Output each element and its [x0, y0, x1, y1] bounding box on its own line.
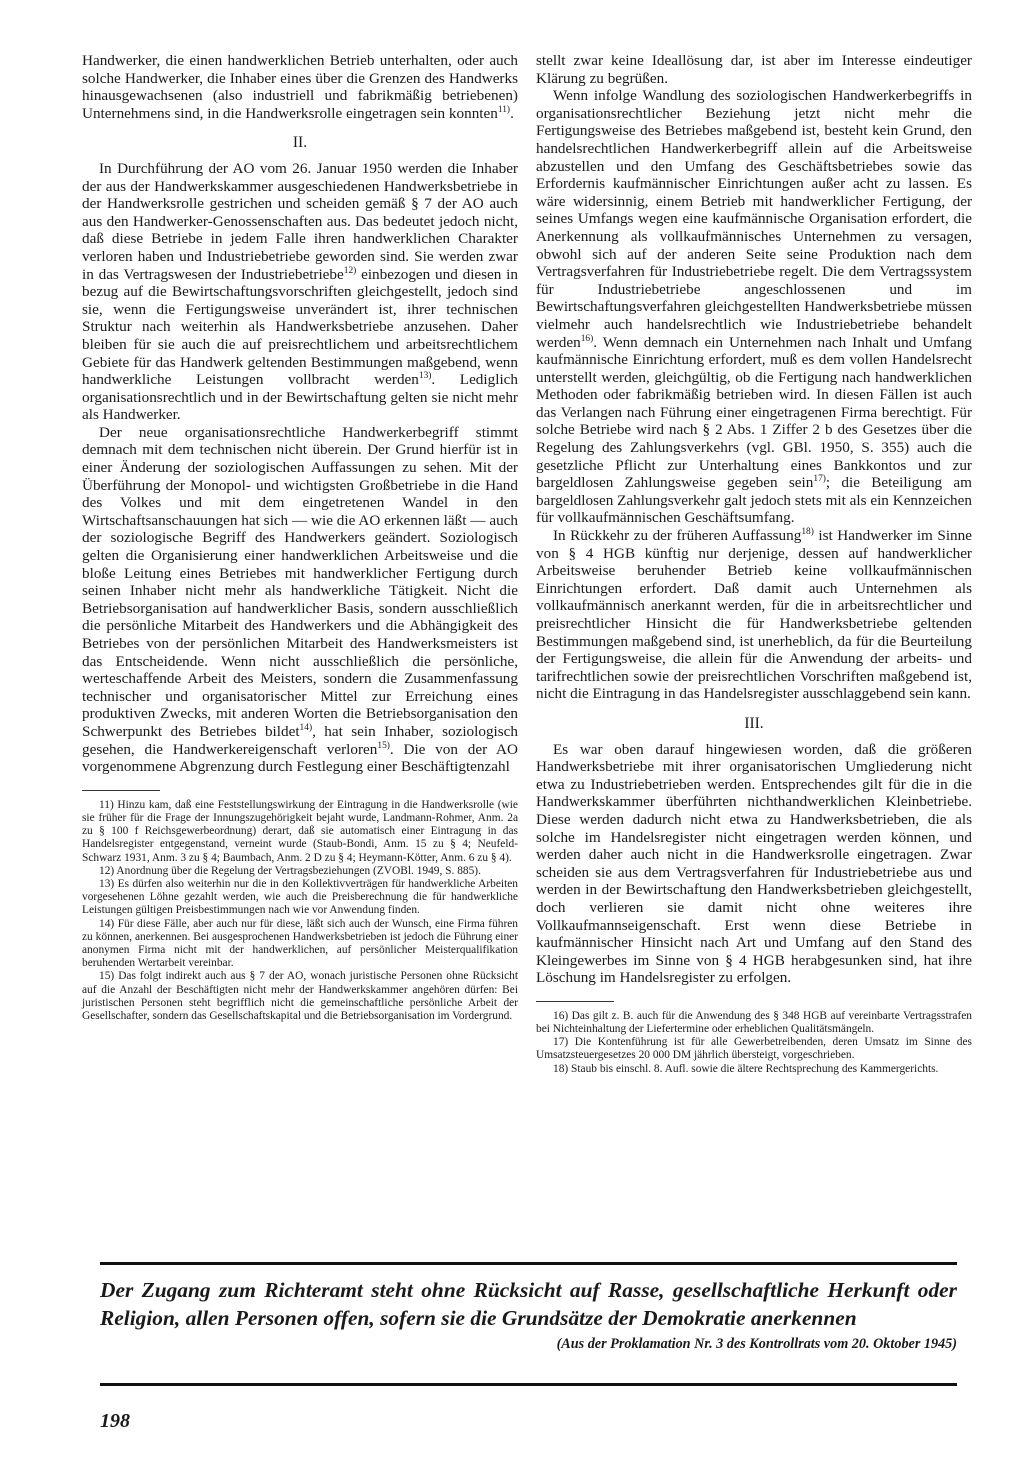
- footnote-divider: [536, 1001, 614, 1002]
- body-paragraph: Der neue organisationsrechtliche Handwerkerbegriff stimmt demnach mit dem technischen nicht überein. Der Grund hierfür ist in einer Änderung der soziologischen Auffassungen zu sehen. Mit der Überführung der Monopol- und wichtigsten Großbetriebe in die Hand des Volkes und mit dem eingetretenen Wandel in den Wirtschaftsanschauungen hat sich — wie die AO erkennen läßt — auch der soziologische Begriff des Handwerkers geändert. Soziologisch gelten die Organisierung einer handwerklichen Arbeitsweise und die bloße Leitung eines Betriebes mit handwerklicher Fertigung durch seinen Inhaber nicht mehr als handwerkliche Tätigkeit. Nicht die Betriebsorganisation auf handwerklicher Basis, sondern ausschließlich die persönliche Mitarbeit des Handwerkers und die Abhängigkeit des Betriebes von der persönlichen Mitarbeit des Handwerksmeisters ist das Entscheidende. Wenn nicht ausschließlich die persönliche, werteschaffende Arbeit des Meisters, sondern die Zusammenfassung technischer und organisatorischer Mittel zur Erreichung eines produktiven Zwecks, mit anderen Worten die Betriebsorganisation den Schwerpunkt des Betriebes bildet$^{14)}$, hat sein Inhaber, soziologisch gesehen, die Handwerkereigenschaft verloren$^{15)}$. Die von der AO vorgenommene Abgrenzung durch Festlegung einer Beschäftigtenzahl: [82, 423, 519, 776]
- page-number: 198: [100, 1410, 130, 1432]
- right-column: [536, 52, 972, 1076]
- quote-source: (Aus der Proklamation Nr. 3 des Kontrollrats vom 20. Oktober 1945): [556, 1336, 957, 1352]
- footnote-ref: 13): [418, 371, 432, 382]
- body-paragraph: Es war oben darauf hingewiesen worden, daß die größeren Handwerksbetriebe mit ihrer organisatorischen Umgliederung nicht etwa zu Industriebetrieben werden. Entsprechendes gilt für die in die Handwerkskammer überführten nichthandwerklichen Kleinbetriebe. Diese werden dadurch nicht etwa zu Handwerksbetrieben, die als solche im Handelsregister nicht eingetragen werden können, und werden daher auch nicht in die Handwerksrolle eingetragen. Zwar scheiden sie aus dem Vertragsverfahren für Industriebetriebe aus und werden in der Bewirtschaftung den Handwerksbetrieben gleichgestellt, doch verlieren sie damit nicht ohne weiteres ihre Vollkaufmannseigenschaft. Erst wenn diese Betriebe in kaufmännischer Hinsicht nach Art und Umfang auf den Stand des Kleingewerbes im Sinne von § 4 HGB herabgesunken sind, hat ihre Löschung im Handelsregister zu erfolgen.: [536, 740, 972, 987]
- footnote-ref: 17): [813, 474, 826, 485]
- footnote-divider: [82, 790, 160, 791]
- section-heading-iii: III.: [744, 714, 764, 732]
- footnote: 13) Es dürfen also weiterhin nur die in den Kollektivverträgen für handwerkliche Arbeiten vorgesehenen Löhne gezahlt werden, wie auch die Preisberechnung die für handwerkliche Leistungen gültigen Preisbestimmungen nach wie vor Anwendung finden.: [82, 877, 518, 917]
- body-paragraph: stellt zwar keine Ideallösung dar, ist aber im Interesse eindeutiger Klärung zu begrüßen.: [536, 52, 972, 87]
- footnote: 12) Anordnung über die Regelung der Vertragsbeziehungen (ZVOBl. 1949, S. 885).: [99, 864, 481, 877]
- footnote-ref: 18): [801, 526, 814, 537]
- footnote-ref: 14): [299, 722, 313, 733]
- quote-top-rule: [100, 1262, 957, 1265]
- footnote-ref: 12): [343, 265, 357, 276]
- body-paragraph: Handwerker, die einen handwerklichen Betrieb unterhalten, oder auch solche Handwerker, die Inhaber eines über die Grenzen des Handwerks hinausgewachsenen (also industriell und fabrikmäßig betriebenen) Unternehmens sind, in die Handwerksrolle eingetragen sein konnten$^{11)}$.: [82, 52, 518, 122]
- quote-bottom-rule: [100, 1383, 957, 1386]
- footnote-ref: 16): [580, 333, 594, 344]
- body-paragraph: In Rückkehr zu der früheren Auffassung$^{18)}$ ist Handwerker im Sinne von § 4 HGB künftig nur derjenige, dessen auf handwerklicher Arbeitsweise beruhender Betrieb keine vollkaufmännischen Einrichtungen erfordert. Daß damit auch Unternehmen als vollkaufmännisch anerkannt werden, für die in arbeitsrechtlicher und preisrechtlicher Hinsicht die für Handwerksbetriebe geltenden Bestimmungen maßgebend sind, ist unerheblich, da für die Beurteilung der Fertigungsweise, die allein für die Anwendung der arbeits- und tarifrechtlichen sowie der preisrechtlichen Vorschriften maßgebend ist, nicht die Eintragung in das Handelsregister ausschlaggebend sein kann.: [536, 526, 972, 703]
- footnote-ref: 11): [497, 104, 511, 115]
- footnote: 15) Das folgt indirekt auch aus § 7 der AO, wonach juristische Personen ohne Rücksicht auf die Anzahl der Beschäftigten nicht mehr der Handwerkskammer angehören dürfen: Bei juristischen Personen steht begrifflich nicht die gemeinschaftliche persönliche Arbeit der Gesellschafter, sondern das Gesellschaftskapital und die Betriebsorganisation im Vordergrund.: [82, 970, 518, 1022]
- footnote: 11) Hinzu kam, daß eine Feststellungswirkung der Eintragung in die Handwerksrolle (wie sie früher für die Frage der Innungszugehörigkeit bejaht wurde, Landmann-Rohmer, Anm. 2a zu § 100 f Reichsgewerbeordnung) derart, daß sie automatisch einer Eintragung in das Handelsregister entgegenstand, verneint wurde (Staub-Bondi, Anm. 15 zu § 4; Neufeld-Schwarz 1931, Anm. 3 zu § 4; Baumbach, Anm. 2 D zu § 4; Heymann-Kötter, Anm. 6 zu § 4).: [82, 798, 518, 864]
- body-paragraph: Wenn infolge Wandlung des soziologischen Handwerkerbegriffs in organisationsrechtlicher Beziehung jetzt nicht mehr die Fertigungsweise des Betriebes maßgebend ist, besteht kein Grund, den handelsrechtlichen Handwerkerbegriff allein auf die Arbeitsweise abzustellen und den Umfang des Geschäftsbetriebes sowie das Erfordernis kaufmännischer Einrichtungen außer acht zu lassen. Es wäre widersinnig, einem Betrieb mit handwerklicher Fertigung, der seines Umfangs wegen eine kaufmännische Organisation erfordert, die Anerkennung als vollkaufmännisches Unternehmen zu versagen, obwohl sich auf der anderen Seite seine Produktion nach dem Vertragsverfahren für Industriebetriebe regelt. Die dem Vertragssystem für Industriebetriebe angeschlossenen und im Bewirtschaftungsverfahren gleichgestellten Handwerksbetriebe müssen vielmehr auch handelsrechtlich wie Industriebetriebe behandelt werden$^{16)}$. Wenn demnach ein Unternehmen nach Inhalt und Umfang kaufmännische Einrichtung erfordert, muß es dem vollen Handelsrecht unterstellt werden, gleichgültig, ob die Fertigung nach handwerklichen Methoden oder fabrikmäßig betrieben wird. In diesen Fällen ist auch das Verlangen nach Führung einer eingetragenen Firma berechtigt. Für solche Betriebe wird nach § 2 Abs. 1 Ziffer 2 b des Gesetzes über die Regelung des Zahlungsverkehrs (vgl. GBl. 1950, S. 355) auch die gesetzliche Pflicht zur Unterhaltung eines Bankkontos und zur bargeldlosen Zahlungsweise gegeben sein$^{17)}$; die Beteiligung am bargeldlosen Zahlungsverkehr galt jedoch stets mit als ein Kennzeichen für vollkaufmännischen Geschäftsumfang.: [536, 87, 972, 527]
- section-heading-ii: II.: [292, 134, 308, 152]
- body-paragraph: In Durchführung der AO vom 26. Januar 1950 werden die Inhaber der aus der Handwerkskammer ausgeschiedenen Handwerksbetriebe in der Handwerksrolle gestrichen und scheiden gemäß § 7 der AO auch aus den Handwerker-Genossenschaften aus. Das bedeutet jedoch nicht, daß diese Betriebe in jedem Falle ihren handwerklichen Charakter verloren haben und Industriebetriebe geworden sind. Sie werden zwar in das Vertragswesen der Industriebetriebe$^{12)}$ einbezogen und diesen in bezug auf die Bewirtschaftungsvorschriften gleichgestellt, jedoch sind sie, wenn die Fertigungsweise unverändert ist, ihrer technischen Struktur nach weiterhin als Handwerksbetriebe anzusehen. Daher bleiben für sie auch die auf preisrechtlichem und arbeitsrechtlichem Gebiete für das Handwerk geltenden Bestimmungen maßgebend, wenn handwerkliche Leistungen vollbracht werden$^{13)}$. Lediglich organisationsrechtlich und in der Bewirtschaftung gelten sie nicht mehr als Handwerker.: [82, 159, 518, 424]
- footnote-ref: 15): [377, 740, 390, 751]
- footnote: 18) Staub bis einschl. 8. Aufl. sowie die ältere Rechtsprechung des Kammergerichts.: [553, 1062, 939, 1075]
- left-column: [82, 52, 518, 1023]
- footnote: 16) Das gilt z. B. auch für die Anwendung des § 348 HGB auf vereinbarte Vertragsstrafen bei Nichteinhaltung der Liefertermine oder erheblichen Qualitätsmängeln.: [536, 1009, 972, 1036]
- footnote: 14) Für diese Fälle, aber auch nur für diese, läßt sich auch der Wunsch, eine Firma führen zu können, anerkennen. Bei ausgesprochenen Handwerksbetrieben ist jedoch die Führung einer anonymen Firma nicht mit der handwerklichen, auf persönlicher Meisterqualifikation beruhenden Wertarbeit vereinbar.: [82, 917, 518, 970]
- proclamation-quote: Der Zugang zum Richteramt steht ohne Rücksicht auf Rasse, gesellschaftliche Herkunft oder Religion, allen Personen offen, sofern sie die Grundsätze der Demokratie anerkennen: [100, 1278, 957, 1330]
- footnote: 17) Die Kontenführung ist für alle Gewerbetreibenden, deren Umsatz im Sinne des Umsatzsteuergesetzes 20 000 DM jährlich übersteigt, vorgeschrieben.: [536, 1036, 972, 1062]
